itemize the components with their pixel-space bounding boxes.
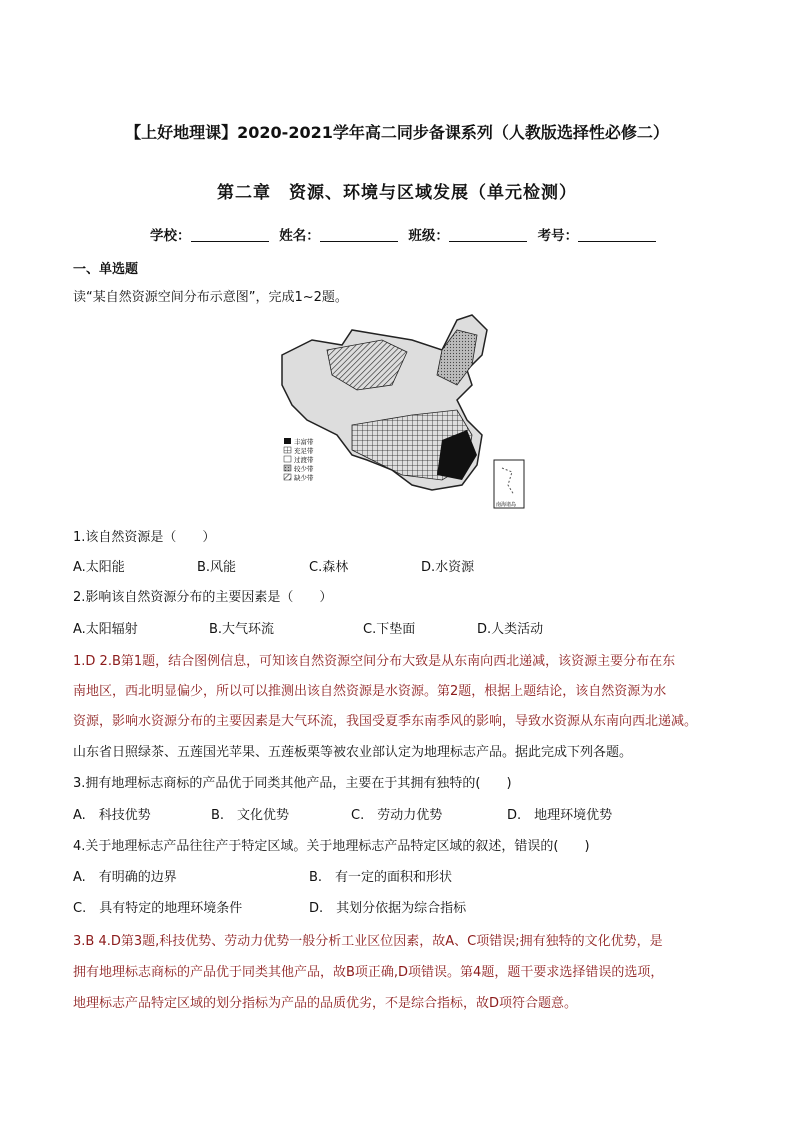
q4-option-a[interactable]: A. 有明确的边界 <box>73 870 177 885</box>
q1-option-b[interactable]: B.风能 <box>197 560 237 575</box>
chapter-title: 第二章 资源、环境与区域发展（单元检测） <box>217 183 577 203</box>
exam-number-label: 考号： <box>537 228 579 244</box>
q2-option-c[interactable]: C.下垫面 <box>363 622 416 637</box>
q1-option-c[interactable]: C.森林 <box>309 560 349 575</box>
q2-option-d[interactable]: D.人类活动 <box>477 622 544 637</box>
answer-1-line-3: 资源，影响水资源分布的主要因素是大气环流，我国受夏季东南季风的影响，导致水资源从东南向西北递减。 <box>73 714 698 729</box>
q1-option-d[interactable]: D.水资源 <box>421 560 475 575</box>
student-info-row <box>150 224 662 244</box>
legend-swatch-lack <box>284 474 291 480</box>
south-sea-inset <box>494 460 524 508</box>
q1-option-a[interactable]: A.太阳能 <box>73 560 125 575</box>
q3-options <box>73 804 612 823</box>
legend-swatch-rich <box>284 438 291 444</box>
q4-stem: 4.关于地理标志产品往往产于特定区域。关于地理标志产品特定区域的叙述，错误的( ) <box>73 839 590 854</box>
map-legend <box>284 437 314 482</box>
legend-swatch-transition <box>284 456 291 462</box>
q2-option-a[interactable]: A.太阳辐射 <box>73 622 138 637</box>
inset-label: 南海诸岛 <box>496 502 517 508</box>
q3-option-d[interactable]: D. 地理环境优势 <box>507 808 613 823</box>
legend-swatch-sufficient <box>284 447 291 453</box>
q3-stem: 3.拥有地理标志商标的产品优于同类其他产品，主要在于其拥有独特的( ) <box>73 776 512 791</box>
northeast-zone <box>437 330 477 385</box>
school-label: 学校： <box>150 228 191 244</box>
document-title: 【上好地理课】2020-2021学年高二同步备课系列（人教版选择性必修二） <box>125 123 669 142</box>
q2-option-b[interactable]: B.大气环流 <box>209 622 275 637</box>
answer-2-line-3: 地理标志产品特定区域的划分指标为产品的品质优劣，不是综合指标，故D项符合题意。 <box>73 996 578 1011</box>
q4-options-row-2 <box>73 897 466 916</box>
class-blank[interactable] <box>449 227 527 242</box>
intro-2: 山东省日照绿茶、五莲国光苹果、五莲板栗等被农业部认定为地理标志产品。据此完成下列各题。 <box>73 745 633 760</box>
q1-stem: 1.该自然资源是（ ） <box>73 530 216 545</box>
legend-label-lack: 缺少带 <box>294 474 314 482</box>
section-intro: 读“某自然资源空间分布示意图”，完成1~2题。 <box>73 290 348 305</box>
name-blank[interactable] <box>320 227 398 242</box>
q3-option-a[interactable]: A. 科技优势 <box>73 808 151 823</box>
q4-option-d[interactable]: D. 其划分依据为综合指标 <box>309 901 467 916</box>
q3-option-c[interactable]: C. 劳动力优势 <box>351 808 443 823</box>
q2-stem: 2.影响该自然资源分布的主要因素是（ ） <box>73 590 333 605</box>
section-title: 一、单选题 <box>73 262 139 277</box>
answer-2-line-1: 3.B 4.D第3题,科技优势、劳动力优势一般分析工业区位因素，故A、C项错误;拥有独特的文化优势，是 <box>73 934 663 949</box>
legend-swatch-less <box>284 465 291 471</box>
school-blank[interactable] <box>191 227 269 242</box>
q4-options-row-1 <box>73 866 452 885</box>
class-label: 班级： <box>408 228 449 244</box>
q3-option-b[interactable]: B. 文化优势 <box>211 808 290 823</box>
q4-option-b[interactable]: B. 有一定的面积和形状 <box>309 870 453 885</box>
answer-1-line-1: 1.D 2.B第1题，结合图例信息，可知该自然资源空间分布大致是从东南向西北递减，该资源主要分布在东 <box>73 654 676 669</box>
q2-options <box>73 618 543 637</box>
answer-1-line-2: 南地区，西北明显偏少，所以可以推测出该自然资源是水资源。第2题，根据上题结论，该自然资源为水 <box>73 684 667 699</box>
legend-label-transition: 过渡带 <box>294 456 314 464</box>
legend-label-rich: 丰富带 <box>294 438 314 446</box>
name-label: 姓名： <box>279 228 320 244</box>
resource-distribution-map <box>272 310 528 510</box>
q4-option-c[interactable]: C. 具有特定的地理环境条件 <box>73 901 243 916</box>
answer-2-line-2: 拥有地理标志商标的产品优于同类其他产品，故B项正确,D项错误。第4题，题干要求选择错误的选项， <box>73 965 664 980</box>
exam-number-blank[interactable] <box>578 227 656 242</box>
legend-label-less: 较少带 <box>294 465 314 473</box>
q1-options <box>73 556 474 575</box>
legend-label-sufficient: 充足带 <box>294 447 314 455</box>
